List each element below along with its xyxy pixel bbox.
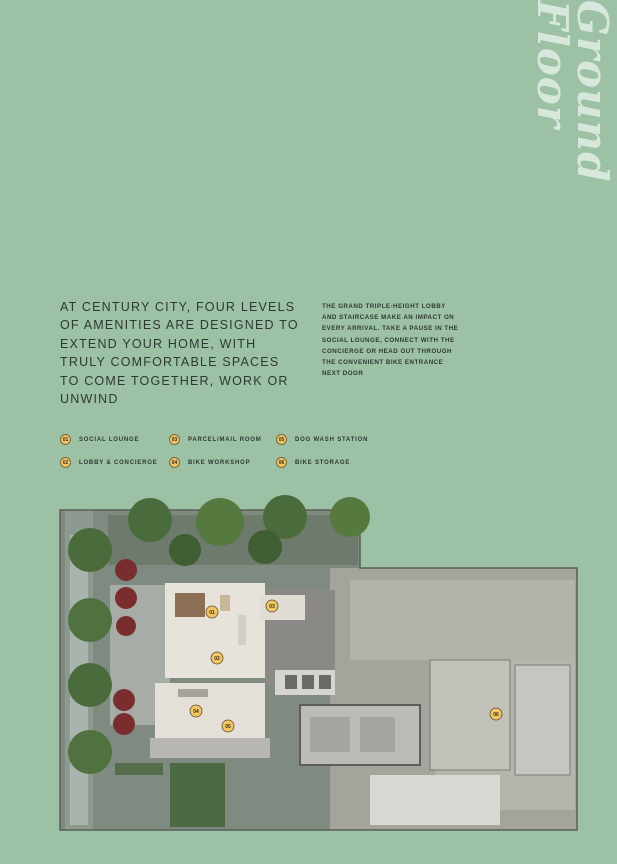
legend-item-dog-wash-station xyxy=(276,434,368,445)
tree xyxy=(330,497,370,537)
bike-workshop-dog-wash xyxy=(155,683,265,738)
legend-number: 06 xyxy=(276,457,287,468)
plan-marker-label: 04 xyxy=(193,709,199,715)
plan-marker-04 xyxy=(190,705,202,717)
legend-label: LOBBY & CONCIERGE xyxy=(79,459,158,466)
plan-marker-label: 05 xyxy=(225,724,231,730)
workshop-bench xyxy=(178,689,208,697)
tree xyxy=(68,528,112,572)
side-passage xyxy=(150,738,270,758)
tree xyxy=(68,598,112,642)
description-text: THE GRAND TRIPLE-HEIGHT LOBBY AND STAIRCASE MAKE AN IMPACT ON EVERY ARRIVAL. TAKE A PAUSE IN THE SOCIAL LOUNGE, CONNECT WITH THE CONCIERGE OR HEAD OUT THROUGH THE CONVENIENT BIKE ENTRANCE NEXT DOOR xyxy=(322,303,459,378)
legend-number: 05 xyxy=(276,434,287,445)
plan-marker-label: 03 xyxy=(269,604,275,610)
bike-racks xyxy=(515,665,570,775)
legend-label: BIKE STORAGE xyxy=(295,459,351,466)
plan-marker-label: 06 xyxy=(493,712,499,718)
plan-marker-06 xyxy=(490,708,502,720)
service-room xyxy=(360,717,395,752)
amenity-legend xyxy=(60,434,400,474)
elevator xyxy=(285,675,297,689)
legend-label: PARCEL/MAIL ROOM xyxy=(188,436,262,443)
lounge-furniture xyxy=(220,595,230,611)
legend-number: 01 xyxy=(60,434,71,445)
plan-marker-02 xyxy=(211,652,223,664)
service-room xyxy=(310,717,350,752)
plan-marker-05 xyxy=(222,720,234,732)
plan-marker-01 xyxy=(206,606,218,618)
intro-text: AT CENTURY CITY, FOUR LEVELS OF AMENITIES ARE DESIGNED TO EXTEND YOUR HOME, WITH TRULY COMFORTABLE SPACES TO COME TOGETHER, WORK OR UNWIND xyxy=(60,300,299,407)
legend-item-lobby-concierge xyxy=(60,457,158,468)
concierge-desk xyxy=(238,615,246,645)
legend-label: DOG WASH STATION xyxy=(295,436,369,443)
legend-item-social-lounge xyxy=(60,434,139,445)
legend-number: 02 xyxy=(60,457,71,468)
plan-marker-03 xyxy=(266,600,278,612)
page-title xyxy=(522,0,617,205)
elevator xyxy=(302,675,314,689)
red-shrub xyxy=(115,559,137,581)
tree xyxy=(248,530,282,564)
plan-marker-label: 02 xyxy=(214,656,220,662)
red-shrub xyxy=(116,616,136,636)
tree xyxy=(68,730,112,774)
building-room-north xyxy=(350,580,575,660)
red-shrub xyxy=(113,713,135,735)
legend-number: 03 xyxy=(169,434,180,445)
legend-item-bike-workshop xyxy=(169,457,250,468)
hedge-planter xyxy=(170,763,225,827)
lounge-seating xyxy=(175,593,205,617)
legend-item-parcel-mail-room xyxy=(169,434,262,445)
legend-label: SOCIAL LOUNGE xyxy=(79,436,140,443)
tree xyxy=(169,534,201,566)
page-title-line-1: Ground xyxy=(568,0,617,183)
plan-marker-label: 01 xyxy=(209,610,215,616)
legend-item-bike-storage xyxy=(276,457,350,468)
red-shrub xyxy=(113,689,135,711)
loading-area xyxy=(370,775,500,825)
ground-floor-plan xyxy=(60,495,580,835)
hedge-planter xyxy=(115,763,163,775)
red-shrub xyxy=(115,587,137,609)
page-title-line-2: Floor xyxy=(528,0,577,129)
legend-label: BIKE WORKSHOP xyxy=(188,459,251,466)
elevator xyxy=(319,675,331,689)
tree xyxy=(128,498,172,542)
legend-number: 04 xyxy=(169,457,180,468)
tree xyxy=(196,498,244,546)
tree xyxy=(68,663,112,707)
